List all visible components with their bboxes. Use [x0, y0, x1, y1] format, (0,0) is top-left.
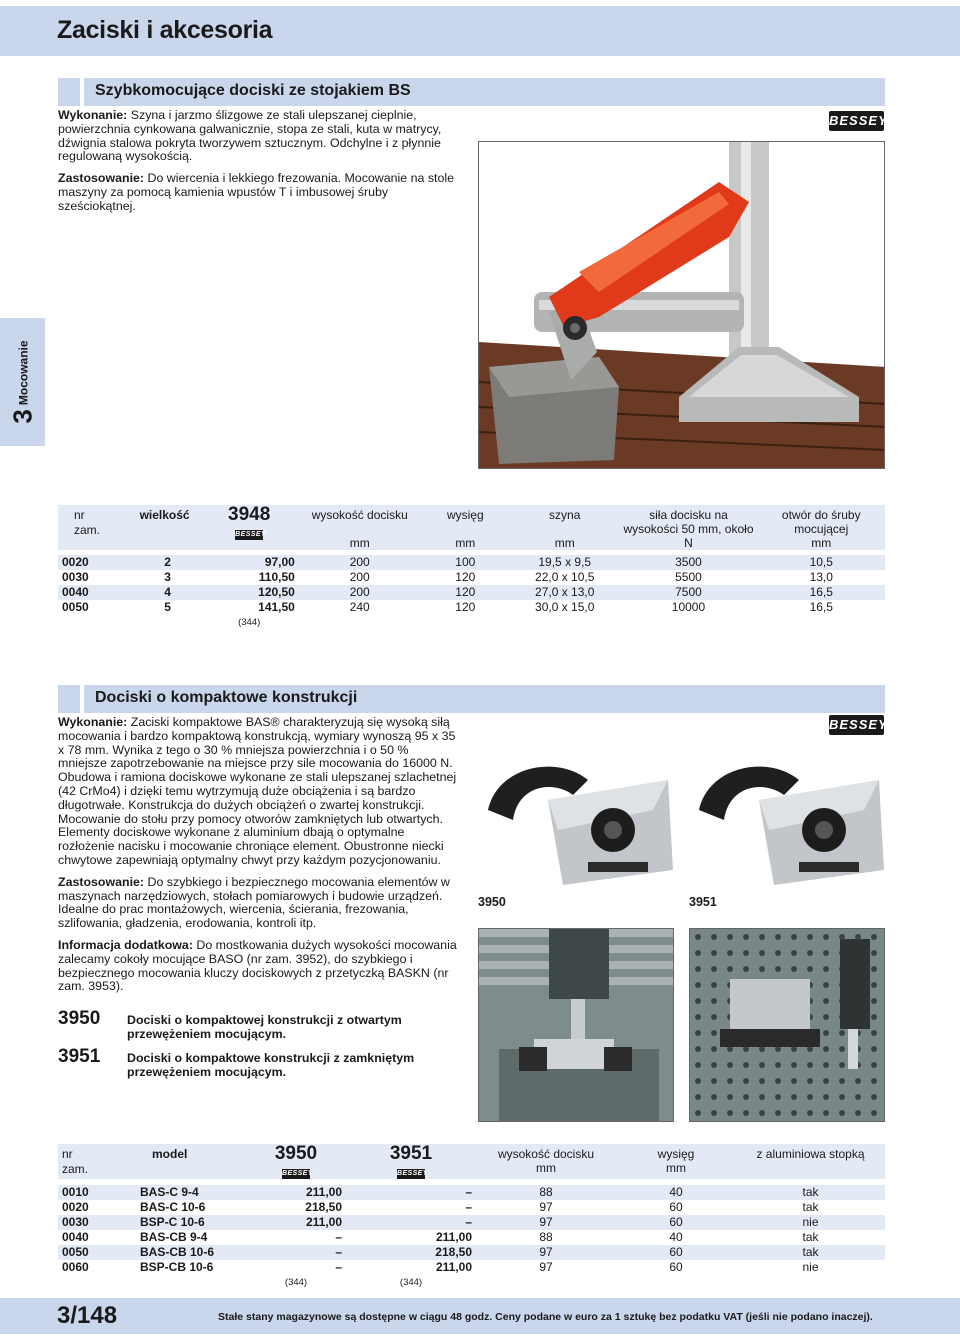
- cell-price-3950: 218,50: [305, 1200, 342, 1214]
- cell-szyna: 30,0 x 15,0: [510, 600, 619, 615]
- chapter-tab[interactable]: [0, 318, 45, 446]
- cell-wysieg: 120: [421, 600, 510, 615]
- cell-nr: 0030: [62, 570, 89, 584]
- section-heading-bas: [58, 685, 885, 713]
- cell-price-3951: 211,00: [435, 1230, 472, 1244]
- bessey-logo: BESSEY: [829, 111, 884, 131]
- label-zastosowanie: Zastosowanie:: [58, 874, 145, 889]
- spec-table-3950-3951: [58, 1144, 885, 1290]
- page-reference[interactable]: (344): [200, 615, 299, 630]
- cell-stopka: tak: [736, 1245, 885, 1260]
- bench-clamp-photo: [478, 141, 885, 469]
- header-bar: [0, 6, 960, 56]
- col-wysokosc: wysokość docisku: [311, 508, 408, 522]
- cell-wielkosc: 3: [164, 570, 171, 584]
- cell-price-3951: 218,50: [435, 1245, 472, 1259]
- cell-wysokosc: 97: [476, 1200, 616, 1215]
- col-wielkosc: wielkość: [139, 508, 190, 522]
- table-row[interactable]: [58, 600, 885, 615]
- table-header-row: [58, 505, 885, 550]
- product-desc: Dociski o kompaktowej konstrukcji z otwartym przewężeniem mocującym.: [127, 1013, 402, 1041]
- chapter-label: Mocowanie: [15, 340, 30, 406]
- footer-bar: [0, 1298, 960, 1334]
- cell-otwor: 16,5: [758, 600, 886, 615]
- cell-sila: 10000: [619, 600, 757, 615]
- cell-wysieg: 120: [421, 585, 510, 600]
- bessey-logo-small: BESSEY: [282, 1170, 313, 1177]
- col-wysokosc-unit: mm: [349, 536, 370, 550]
- bessey-logo-small: BESSEY: [235, 531, 266, 538]
- cell-wysieg: 60: [616, 1200, 736, 1215]
- cell-wysokosc: 200: [299, 585, 421, 600]
- col-wysokosc-unit: mm: [536, 1161, 556, 1175]
- text-zastosowanie: Do wiercenia i lekkiego frezowania. Mocowanie na stole maszyny za pomocą kamienia wpustów T i imbusowej śruby sześciokątnej.: [58, 171, 455, 213]
- clamp-3951-photo: [689, 750, 885, 918]
- product-desc: Dociski o kompaktowe konstrukcji z zamkniętym przewężeniem mocującym.: [127, 1051, 415, 1079]
- section2-description: [58, 716, 458, 1002]
- section-title: Dociski o kompaktowe konstrukcji: [95, 689, 358, 706]
- cell-price-3951: –: [465, 1215, 472, 1229]
- cell-price-3951: 211,00: [435, 1260, 472, 1274]
- cell-wysieg: 60: [616, 1215, 736, 1230]
- cell-nr: 0020: [62, 1200, 89, 1214]
- cell-price: 97,00: [264, 555, 295, 569]
- label-wykonanie: Wykonanie:: [58, 715, 128, 729]
- cell-price-3950: –: [335, 1260, 342, 1274]
- cell-price-3950: 211,00: [305, 1215, 342, 1229]
- cell-szyna: 19,5 x 9,5: [510, 555, 619, 570]
- col-wysieg-unit: mm: [666, 1161, 686, 1175]
- cell-szyna: 27,0 x 13,0: [510, 585, 619, 600]
- cell-wielkosc: 2: [164, 555, 171, 569]
- col-szyna: szyna: [549, 508, 581, 522]
- cell-price-3950: 211,00: [305, 1185, 342, 1199]
- col-otwor-unit: mm: [811, 536, 832, 550]
- cell-wysokosc: 97: [476, 1260, 616, 1275]
- table-row[interactable]: [58, 555, 885, 570]
- cell-wysokosc: 97: [476, 1215, 616, 1230]
- cell-wysieg: 40: [616, 1185, 736, 1200]
- bessey-logo-small: BESSEY: [397, 1170, 428, 1177]
- col-zam: zam.: [62, 1162, 89, 1176]
- cell-nr: 0050: [62, 600, 89, 614]
- col-wysokosc: wysokość docisku: [497, 1147, 595, 1161]
- compact-clamp-open-icon: [478, 750, 678, 890]
- cell-wysokosc: 240: [299, 600, 421, 615]
- cell-nr: 0060: [62, 1260, 89, 1274]
- text-informacja: Do mostkowania dużych wysokości mocowania zalecamy cokoły mocujące BASO (nr zam. 3952), do szybkiego i bezpiecznego mocowania kluczy dociskowych z przetyczką BASKN (nr zam. 3953).: [58, 937, 457, 994]
- cell-nr: 0010: [62, 1185, 89, 1199]
- cell-wielkosc: 4: [164, 585, 171, 599]
- cell-wysokosc: 88: [476, 1185, 616, 1200]
- cell-nr: 0050: [62, 1245, 89, 1259]
- chapter-number: 3: [7, 409, 37, 424]
- page-number: 3/148: [57, 1302, 118, 1329]
- bench-clamp-illustration: [479, 142, 885, 469]
- clamp-3950-photo: [478, 750, 678, 918]
- cell-wysieg: 100: [421, 555, 510, 570]
- cell-stopka: nie: [736, 1215, 885, 1230]
- cell-wysokosc: 200: [299, 570, 421, 585]
- section-heading-bs: [58, 78, 885, 106]
- label-wykonanie: Wykonanie:: [58, 108, 128, 122]
- page-reference[interactable]: (344): [246, 1275, 346, 1290]
- cell-price: 110,50: [258, 570, 295, 584]
- table-row[interactable]: [58, 1245, 885, 1260]
- cell-price-3950: –: [335, 1230, 342, 1244]
- cell-stopka: tak: [736, 1200, 885, 1215]
- table-row[interactable]: [58, 1200, 885, 1215]
- machine-application-photo: [478, 928, 674, 1122]
- perforated-table-photo: [689, 928, 885, 1122]
- photo-label: 3951: [689, 895, 717, 909]
- table-header-row: [58, 1144, 885, 1179]
- col-nr: nr: [62, 1147, 73, 1161]
- table-row[interactable]: [58, 1230, 885, 1245]
- text-wykonanie: Szyna i jarzmo ślizgowe ze stali ulepszanej cieplnie, powierzchnia cynkowana galwanicznie, stopa ze stali, kuta w matrycy, dźwignia stalowa pokryta tworzywem sztucznym. Odchylne i z płynnie regulowaną wysokością.: [58, 108, 442, 164]
- cell-price: 120,50: [258, 585, 295, 599]
- text-wykonanie: Zaciski kompaktowe BAS® charakteryzują się wysoką siłą mocowania i bardzo kompaktową konstrukcją, wymiary wynoszą 95 x 35 x 78 mm. Wynika z tego o 30 % mniejsza powierzchnia i o 50 % mniejsze zapotrzebowanie na miejsce przy sile mocowania do 16000 N. Obudowa i ramiona dociskowe wykonane ze stali ulepszanej szlachetnej (42 CrMo4) i dzięki temu wytrzymują duże obciążenia i są bardzo długotrwałe. Konstrukcja do dużych obciążeń o zwartej konstrukcji. Mocowanie do stołu przy pomocy otworów zamkniętych lub otwartych. Elementy dociskowe wykonane z aluminium dbają o optymalne rozłożenie nacisku i mocowanie chroniące element. Obustronne niecki chwytowe zapewniają optymalny chwyt przy każdym pozycjonowaniu.: [58, 715, 457, 867]
- col-product-3950: 3950: [274, 1143, 318, 1164]
- cell-price-3951: –: [465, 1200, 472, 1214]
- col-stopka: z aluminiowa stopką: [756, 1147, 865, 1161]
- col-product-3948: 3948: [228, 504, 271, 525]
- cell-nr: 0040: [62, 585, 89, 599]
- product-number: 3950: [58, 1008, 101, 1029]
- cell-price-3950: –: [335, 1245, 342, 1259]
- col-otwor: otwór do śruby: [781, 508, 861, 522]
- cell-szyna: 22,0 x 10,5: [510, 570, 619, 585]
- cell-nr: 0040: [62, 1230, 89, 1244]
- cell-model: BSP-C 10-6: [140, 1215, 205, 1229]
- col-sila-2: wysokości 50 mm, około: [623, 522, 754, 536]
- cell-nr: 0020: [62, 555, 89, 569]
- cell-sila: 5500: [619, 570, 757, 585]
- cell-otwor: 13,0: [758, 570, 886, 585]
- table-row[interactable]: [58, 1260, 885, 1275]
- spec-table-3948: [58, 505, 885, 630]
- cell-wysieg: 120: [421, 570, 510, 585]
- compact-clamp-closed-icon: [689, 750, 885, 890]
- text-zastosowanie: Do szybkiego i bezpiecznego mocowania elementów w maszynach narzędziowych, stołach pomiarowych i budowie urządzeń. Idealne do prac montażowych, wiercenia, ścierania, frezowania, szlifowania, gładzenia, erodowania, kontroli itp.: [58, 874, 450, 931]
- cell-wysokosc: 200: [299, 555, 421, 570]
- col-sila: siła docisku na: [649, 508, 728, 522]
- col-szyna-unit: mm: [554, 536, 575, 550]
- label-informacja: Informacja dodatkowa:: [58, 937, 193, 952]
- product-number: 3951: [58, 1046, 101, 1067]
- section1-description: [58, 109, 458, 222]
- cell-model: BAS-C 9-4: [140, 1185, 199, 1199]
- cell-model: BAS-CB 9-4: [140, 1230, 208, 1244]
- photo-label: 3950: [478, 895, 506, 909]
- col-zam: zam.: [74, 523, 101, 537]
- cell-stopka: nie: [736, 1260, 885, 1275]
- page-title: Zaciski i akcesoria: [57, 16, 273, 44]
- col-otwor-2: mocującej: [794, 522, 849, 536]
- cell-model: BAS-C 10-6: [140, 1200, 206, 1214]
- cell-price: 141,50: [258, 600, 295, 614]
- page-reference[interactable]: (344): [346, 1275, 476, 1290]
- table-row[interactable]: [58, 585, 885, 600]
- cell-otwor: 16,5: [758, 585, 886, 600]
- cell-stopka: tak: [736, 1185, 885, 1200]
- cell-sila: 3500: [619, 555, 757, 570]
- table-row[interactable]: [58, 570, 885, 585]
- cell-stopka: tak: [736, 1230, 885, 1245]
- col-wysieg: wysięg: [446, 508, 484, 522]
- col-wysieg-unit: mm: [455, 536, 476, 550]
- col-model: model: [152, 1147, 188, 1161]
- col-sila-unit: N: [684, 536, 693, 550]
- col-nr: nr: [74, 508, 85, 522]
- cell-wysokosc: 97: [476, 1245, 616, 1260]
- cell-wielkosc: 5: [164, 600, 171, 614]
- footer-note: Stałe stany magazynowe są dostępne w ciągu 48 godz. Ceny podane w euro za 1 sztukę bez podatku VAT (jeśli nie podano inaczej).: [218, 1311, 873, 1323]
- cell-wysieg: 60: [616, 1245, 736, 1260]
- section-title: Szybkomocujące dociski ze stojakiem BS: [95, 82, 411, 99]
- col-wysieg: wysięg: [657, 1147, 695, 1161]
- cell-model: BAS-CB 10-6: [140, 1245, 215, 1259]
- cell-wysieg: 40: [616, 1230, 736, 1245]
- milling-machine-illustration: [479, 929, 674, 1122]
- cell-wysokosc: 88: [476, 1230, 616, 1245]
- cell-wysieg: 60: [616, 1260, 736, 1275]
- cell-sila: 7500: [619, 585, 757, 600]
- cell-otwor: 10,5: [758, 555, 886, 570]
- label-zastosowanie: Zastosowanie:: [58, 171, 145, 186]
- cell-price-3951: –: [465, 1185, 472, 1199]
- cell-model: BSP-CB 10-6: [140, 1260, 214, 1274]
- table-row[interactable]: [58, 1185, 885, 1200]
- cell-nr: 0030: [62, 1215, 89, 1229]
- perforated-table-illustration: [690, 929, 885, 1122]
- table-row[interactable]: [58, 1215, 885, 1230]
- col-product-3951: 3951: [389, 1143, 433, 1164]
- bessey-logo: BESSEY: [829, 715, 884, 735]
